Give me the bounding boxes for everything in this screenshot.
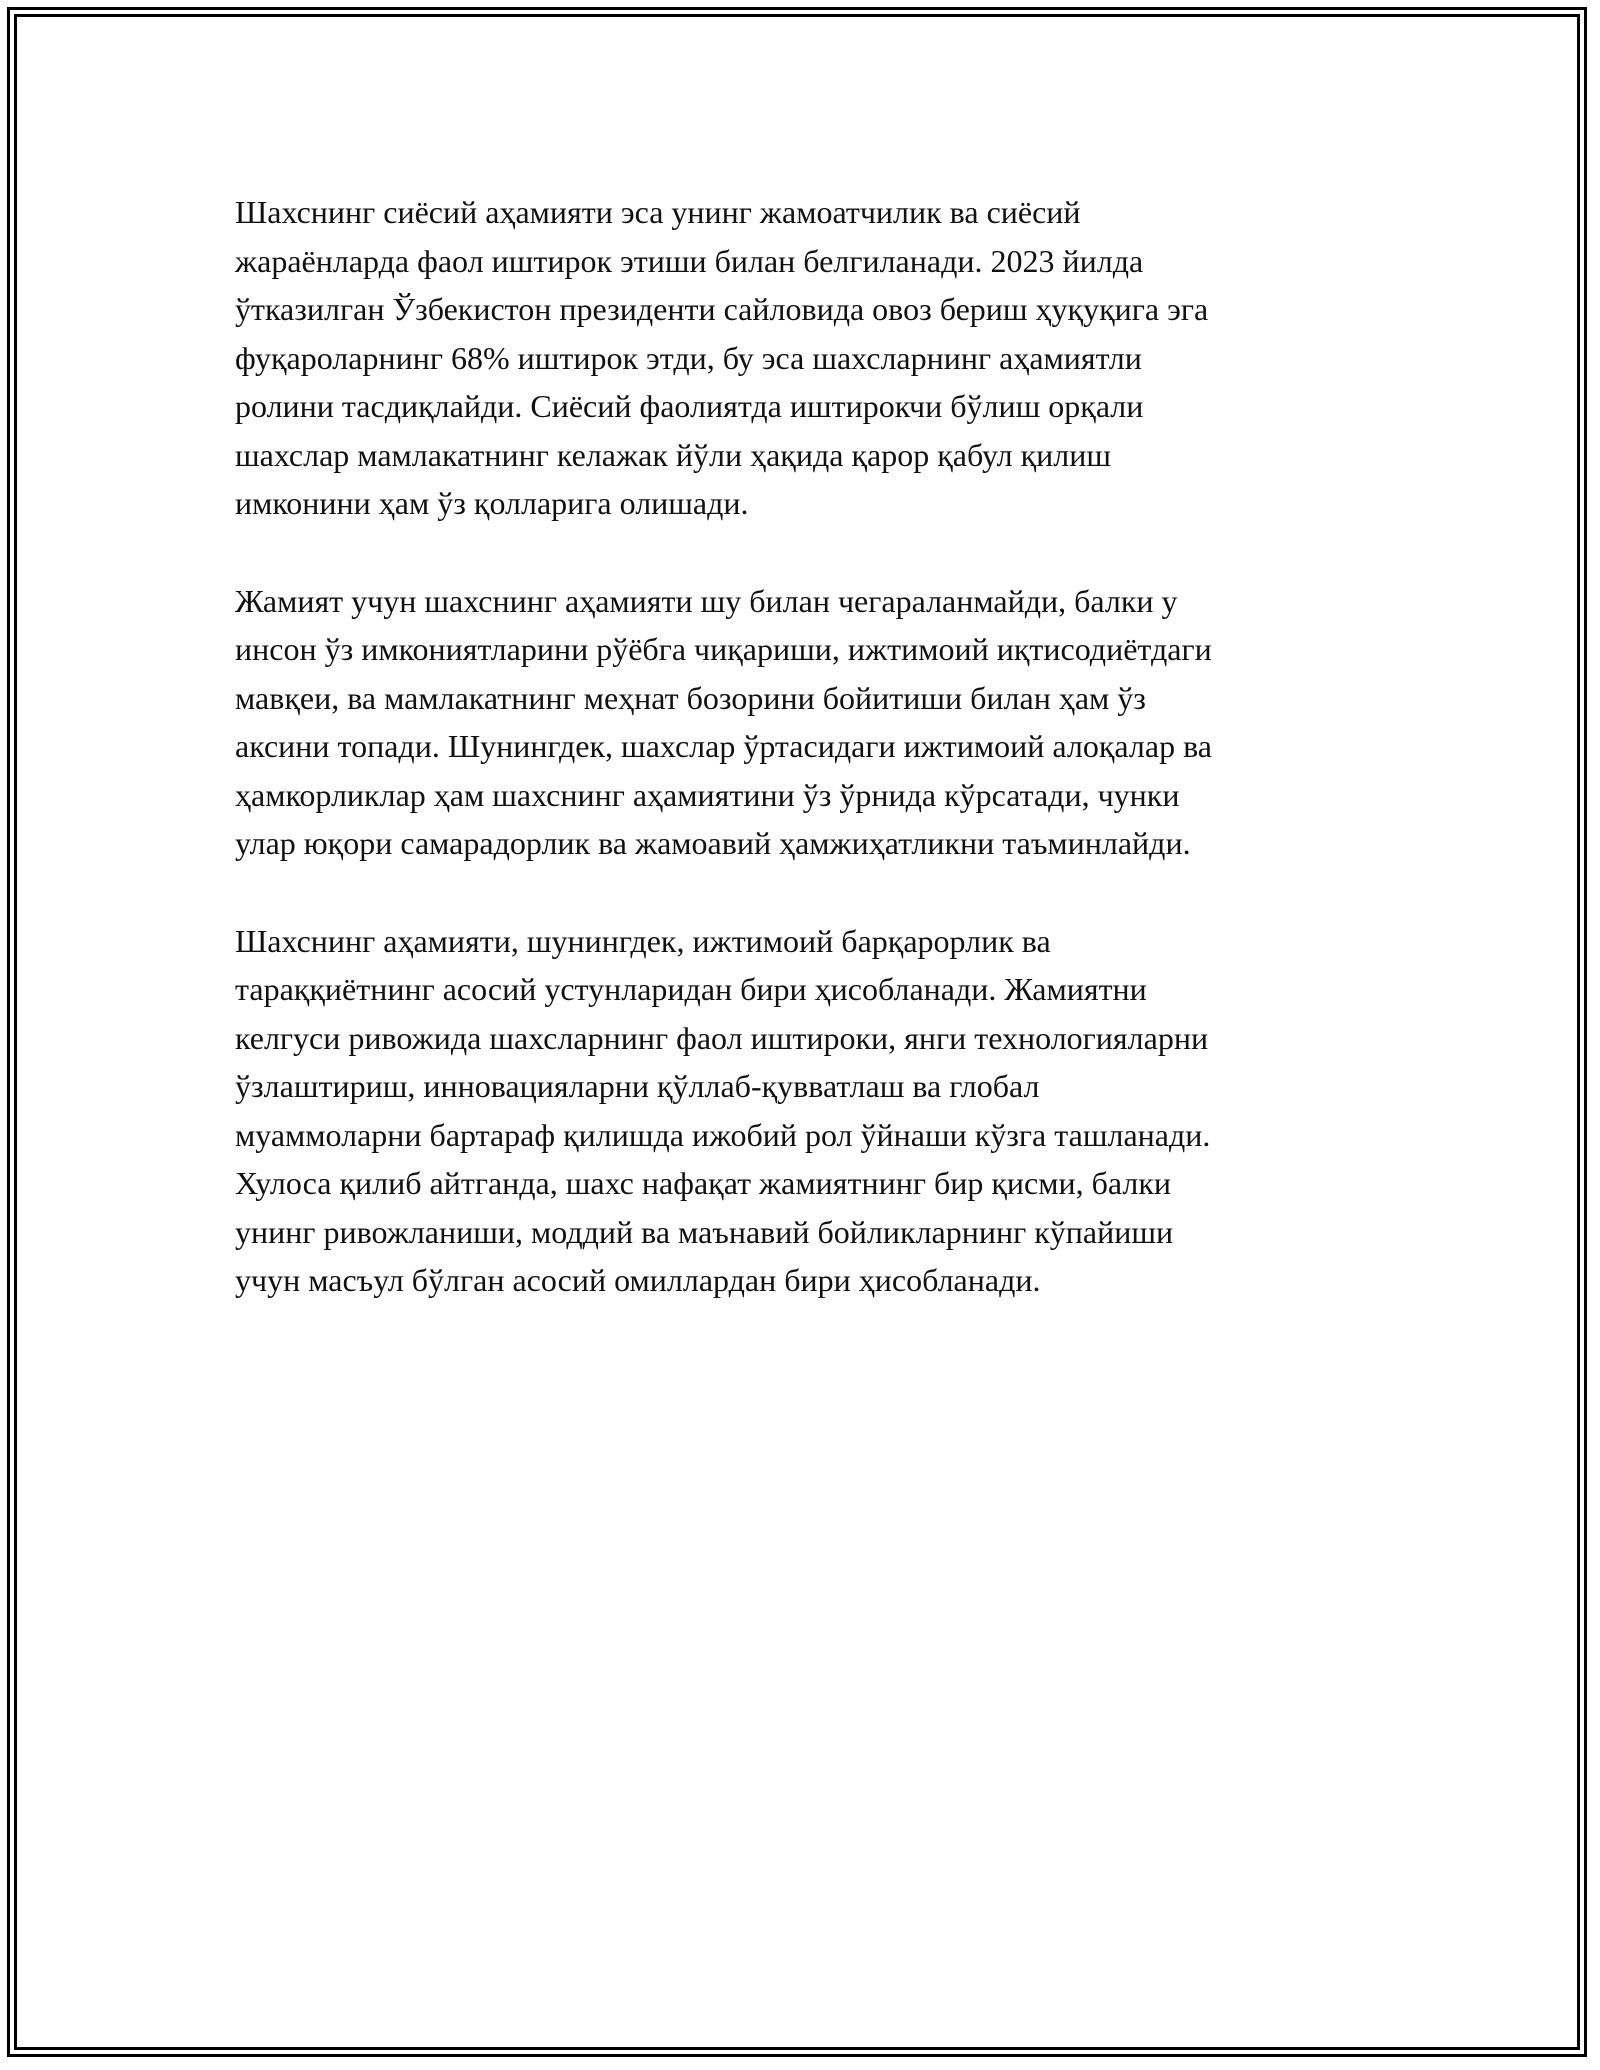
paragraph-2: Жамият учун шахснинг аҳамияти шу билан чегараланмайди, балки у инсон ўз имкониятларини рўёбга чиқариши, ижтимоий иқтисодиётдаги мавқеи, ва мамлакатнинг меҳнат бозорини бойитиши билан ҳам ўз аксини топади. Шунингдек, шахслар ўртасидаги ижтимоий алоқалар ва ҳамкорликлар ҳам шахснинг аҳамиятини ўз ўрнида кўрсатади, чунки улар юқори самарадорлик ва жамоавий ҳамжиҳатликни таъминлайди.: [235, 582, 1212, 861]
document-body: [235, 188, 1375, 1354]
paragraph-1: Шахснинг сиёсий аҳамияти эса унинг жамоатчилик ва сиёсий жараёнларда фаол иштирок этиши билан белгиланади. 2023 йилда ўтказилган Ўзбекистон президенти сайловида овоз бериш ҳуқуқига эга фуқароларнинг 68% иштирок этди, бу эса шахсларнинг аҳамиятли ролини тасдиқлайди. Сиёсий фаолиятда иштирокчи бўлиш орқали шахслар мамлакатнинг келажак йўли ҳақида қарор қабул қилиш имконини ҳам ўз қолларига олишади.: [235, 194, 1209, 521]
paragraph-3: Шахснинг аҳамияти, шунингдек, ижтимоий барқарорлик ва тараққиётнинг асосий устунларидан бири ҳисобланади. Жамиятни келгуси ривожида шахсларнинг фаол иштироки, янги технологияларни ўзлаштириш, инновацияларни қўллаб-қувватлаш ва глобал муаммоларни бартараф қилишда ижобий рол ўйнаши кўзга ташланади. Хулоса қилиб айтганда, шахс нафақат жамиятнинг бир қисми, балки унинг ривожланиши, моддий ва маънавий бойликларнинг кўпайиши учун масъул бўлган асосий омиллардан бири ҳисобланади.: [235, 922, 1211, 1298]
